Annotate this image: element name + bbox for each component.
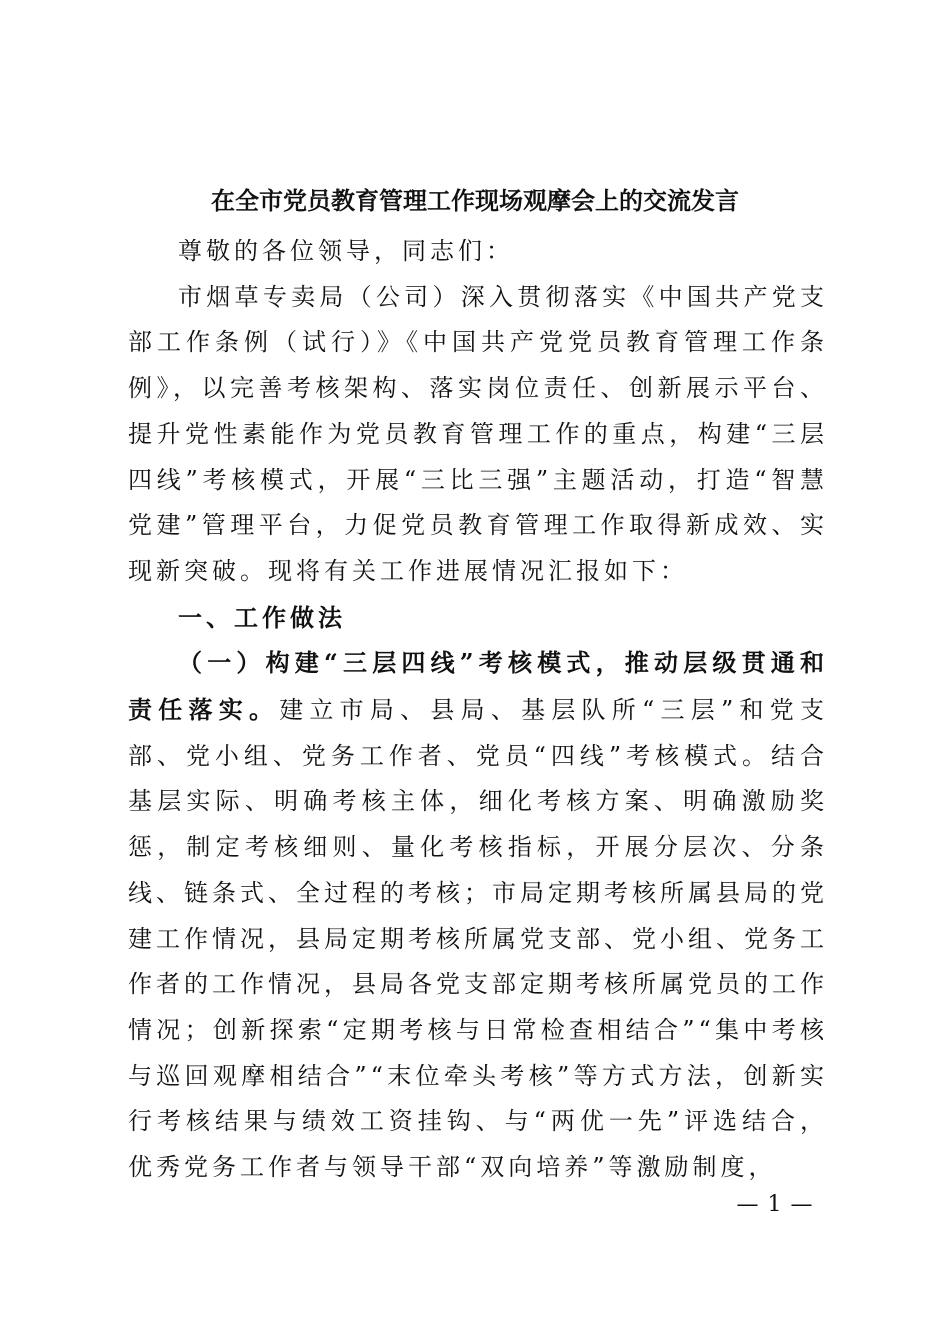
subsection-body: 建立市局、县局、基层队所“三层”和党支部、党小组、党务工作者、党员“四线”考核模式。结合基层实际、明确考核主体，细化考核方案、明确激励奖惩，制定考核细则、量化考核指标，开展分层次、分条线、链条式、全过程的考核；市局定期考核所属县局的党建工作情况，县局定期考核所属党支部、党小组、党务工作者的工作情况，县局各党支部定期考核所属党员的工作情况；创新探索“定期考核与日常检查相结合”“集中考核与巡回观摩相结合”“末位牵头考核”等方式方法，创新实行考核结果与绩效工资挂钩、与“两优一先”评选结合，优秀党务工作者与领导干部“双向培养”等激励制度， — [128, 696, 828, 1182]
document-title: 在全市党员教育管理工作现场观摩会上的交流发言 — [211, 186, 739, 215]
subsection-heading: （一）构建“三层四线”考核模式，推动层级贯通和责任落实。 — [128, 648, 828, 725]
page-number: — 1 — — [736, 1192, 814, 1217]
section-heading: 一、工作做法 — [178, 602, 346, 632]
document-body — [128, 229, 828, 1191]
subsection-paragraph — [128, 640, 828, 1190]
greeting: 尊敬的各位领导，同志们： — [178, 237, 514, 265]
intro-paragraph: 市烟草专卖局（公司）深入贯彻落实《中国共产党支部工作条例（试行）》《中国共产党党员教育管理工作条例》，以完善考核架构、落实岗位责任、创新展示平台、提升党性素能作为党员教育管理工作的重点，构建“三层四线”考核模式，开展“三比三强”主题活动，打造“智慧党建”管理平台，力促党员教育管理工作取得新成效、实现新突破。现将有关工作进展情况汇报如下： — [128, 282, 828, 585]
